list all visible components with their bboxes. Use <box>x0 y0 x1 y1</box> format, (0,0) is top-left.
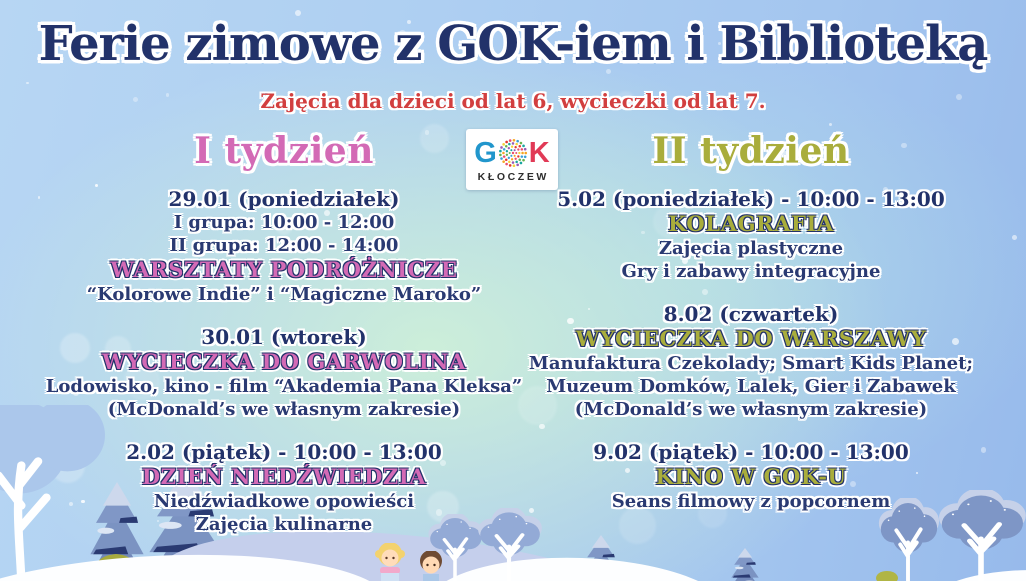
event-detail: (McDonald’s we własnym zakresie) <box>574 399 928 420</box>
pine-tree-icon <box>727 548 763 581</box>
snowflake-dot <box>829 123 832 126</box>
event-date: 30.01 (wtorek) <box>201 325 367 349</box>
event-detail: Seans filmowy z popcornem <box>611 491 891 512</box>
week1-events <box>38 187 530 555</box>
event-detail: Manufaktura Czekolady; Smart Kids Planet; <box>528 353 974 374</box>
snowflake-dot <box>1012 235 1017 240</box>
week1-event-1 <box>38 187 530 306</box>
poster-subtitle: Zajęcia dla dzieci od lat 6, wycieczki od lat 7. <box>260 89 766 113</box>
week2-event-2 <box>512 302 990 421</box>
snowflake-dot <box>26 82 28 84</box>
event-detail: I grupa: 10:00 - 12:00 <box>173 212 395 233</box>
event-date: 29.01 (poniedziałek) <box>168 187 400 211</box>
event-headline: WYCIECZKA DO GARWOLINA <box>102 349 466 374</box>
event-date: 9.02 (piątek) - 10:00 - 13:00 <box>593 440 909 464</box>
week2-event-1 <box>512 187 990 283</box>
week1-event-3 <box>38 440 530 536</box>
boy-character <box>416 551 446 581</box>
logo-town-label: KŁOCZEW <box>477 171 549 183</box>
week2-label: II tydzień <box>652 130 850 172</box>
event-date: 5.02 (poniedziałek) - 10:00 - 13:00 <box>557 187 945 211</box>
event-headline: WARSZTATY PODRÓŻNICZE <box>110 257 458 282</box>
week2-event-3 <box>512 440 990 513</box>
event-headline: KINO W GOK-U <box>655 464 847 489</box>
event-headline: DZIEŃ NIEDŹWIEDZIA <box>141 464 427 489</box>
event-detail: Zajęcia plastyczne <box>658 238 844 259</box>
poster-title: Ferie zimowe z GOK-iem i Biblioteką <box>38 16 988 72</box>
event-detail: (McDonald’s we własnym zakresie) <box>107 399 461 420</box>
logo-letter-k: K <box>528 137 550 169</box>
event-detail: Zajęcia kulinarne <box>195 514 373 535</box>
event-detail: II grupa: 12:00 - 14:00 <box>169 235 399 256</box>
event-date: 8.02 (czwartek) <box>663 302 839 326</box>
event-detail: Lodowisko, kino - film “Akademia Pana Kleksa” <box>45 376 523 397</box>
event-detail: Gry i zabawy integracyjne <box>621 261 881 282</box>
week1-label: I tydzień <box>194 130 374 172</box>
event-detail: “Kolorowe Indie” i “Magiczne Maroko” <box>86 284 482 305</box>
week2-events <box>512 187 990 532</box>
event-date: 2.02 (piątek) - 10:00 - 13:00 <box>126 440 442 464</box>
event-headline: KOLAGRAFIA <box>668 211 834 236</box>
logo-letter-g: G <box>474 137 497 169</box>
event-detail: Muzeum Domków, Lalek, Gier i Zabawek <box>546 376 956 397</box>
week1-event-2 <box>38 325 530 421</box>
event-headline: WYCIECZKA DO WARSZAWY <box>575 326 927 351</box>
event-detail: Niedźwiadkowe opowieści <box>153 491 415 512</box>
